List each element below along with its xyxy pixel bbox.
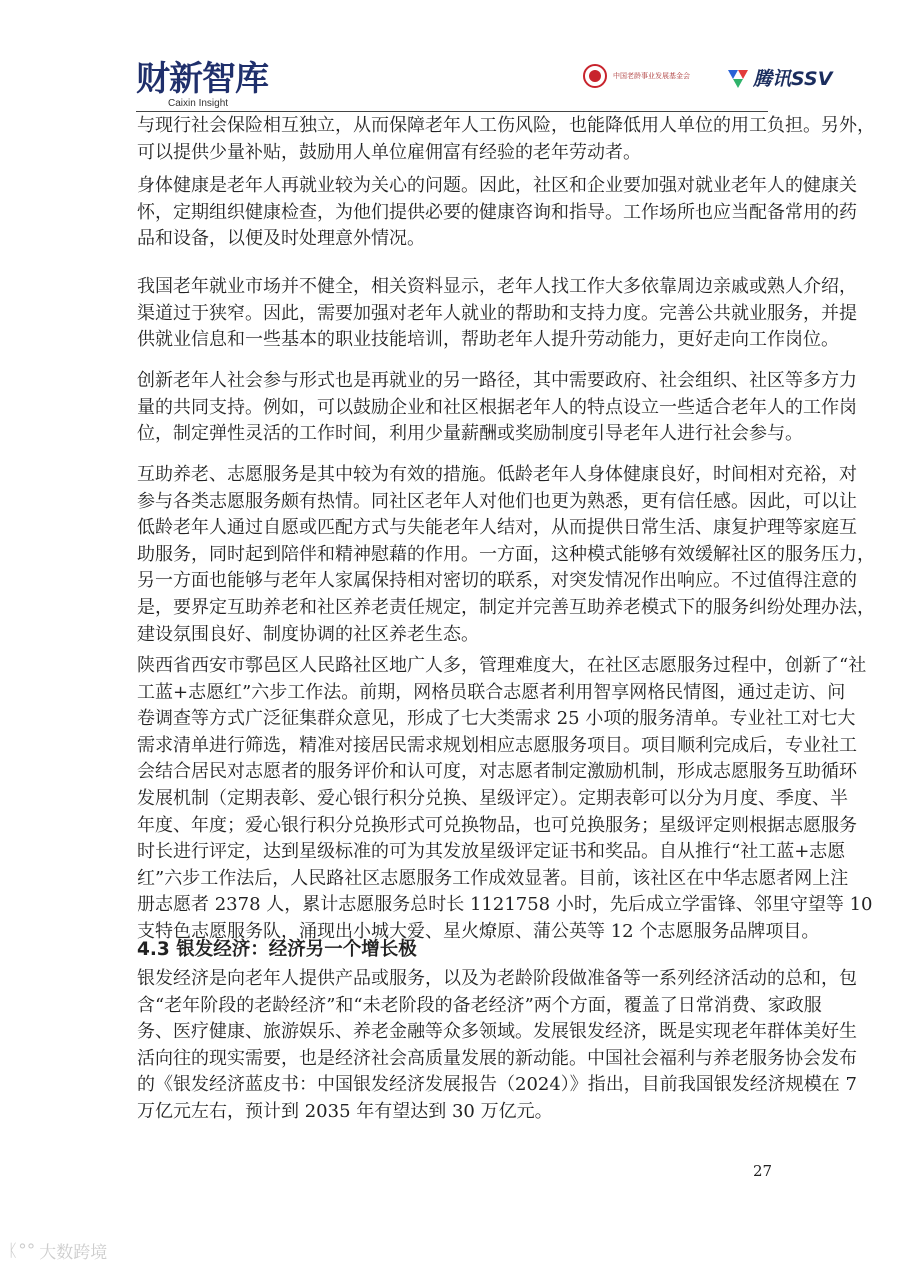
paragraph-line: 银发经济是向老年人提供产品或服务，以及为老龄阶段做准备等一系列经济活动的总和，包: [137, 968, 857, 989]
paragraph-line: 需求清单进行筛选，精准对接居民需求规划相应志愿服务项目。项目顺利完成后，专业社工: [137, 734, 857, 756]
paragraph-line: 助服务，同时起到陪伴和精神慰藉的作用。一方面，这种模式能够有效缓解社区的服务压力，: [137, 543, 875, 565]
watermark-text: 大数跨境: [39, 1243, 108, 1263]
tencent-ssv-logo: [727, 64, 832, 91]
paragraph-line: 渠道过于狭窄。因此，需要加强对老年人就业的帮助和支持力度。完善公共就业服务，并提: [137, 302, 857, 324]
paragraph-line: 互助养老、志愿服务是其中较为有效的措施。低龄老年人身体健康良好，时间相对充裕，对: [137, 464, 857, 485]
paragraph-line: 红”六步工作法后，人民路社区志愿服务工作成效显著。目前，该社区在中华志愿者网上注: [137, 867, 849, 889]
body-paragraph: [137, 966, 857, 1126]
paragraph-line: 参与各类志愿服务颇有热情。同社区老年人对他们也更为熟悉，更有信任感。因此，可以让: [137, 490, 857, 512]
body-paragraph: [137, 274, 857, 354]
paragraph-line: 品和设备，以便及时处理意外情况。: [137, 228, 425, 250]
page-number: 27: [753, 1162, 773, 1180]
body-paragraph: [137, 462, 875, 648]
paragraph-line: 的《银发经济蓝皮书：中国银发经济发展报告（2024）》指出，目前我国银发经济规模在 7: [137, 1074, 857, 1096]
paragraph-line: 可以提供少量补贴，鼓励用人单位雇佣富有经验的老年劳动者。: [137, 141, 641, 163]
paragraph-line: 低龄老年人通过自愿或匹配方式与失能老年人结对，从而提供日常生活、康复护理等家庭互: [137, 517, 857, 539]
body-paragraph: [137, 653, 873, 946]
paragraph-line: 册志愿者 2378 人，累计志愿服务总时长 1121758 小时，先后成立学雷锋、邻里守望等 10: [137, 894, 873, 916]
caixin-insight-logo: [136, 60, 268, 110]
partner-name: 中国老龄事业发展基金会: [613, 72, 690, 80]
watermark-logo-icon: ᛕ°°: [8, 1240, 36, 1261]
watermark: [8, 1238, 107, 1263]
paragraph-line: 年度、年度；爱心银行积分兑换形式可兑换物品，也可兑换服务；星级评定则根据志愿服务: [137, 814, 857, 836]
paragraph-line: 万亿元左右，预计到 2035 年有望达到 30 万亿元。: [137, 1100, 553, 1122]
header-divider: [136, 111, 768, 112]
paragraph-line: 时长进行评定，达到星级标准的可为其发放星级评定证书和奖品。自从推行“社工蓝+志愿: [137, 841, 846, 863]
body-paragraph: [137, 113, 875, 166]
paragraph-line: 建设氛围良好、制度协调的社区养老生态。: [137, 623, 479, 645]
paragraph-line: 是，要界定互助养老和社区养老责任规定，制定并完善互助养老模式下的服务纠纷处理办法，: [137, 596, 875, 618]
paragraph-line: 工蓝+志愿红”六步工作法。前期，网格员联合志愿者利用智享网格民情图，通过走访、问: [137, 681, 846, 703]
paragraph-line: 陕西省西安市鄠邑区人民路社区地广人多，管理难度大，在社区志愿服务过程中，创新了“社: [137, 655, 867, 676]
logo-chinese-text: 财新智库: [136, 59, 268, 99]
paragraph-line: 会结合居民对志愿者的服务评价和认可度，对志愿者制定激励机制，形成志愿服务互助循环: [137, 761, 857, 783]
paragraph-line: 我国老年就业市场并不健全，相关资料显示，老年人找工作大多依靠周边亲戚或熟人介绍，: [137, 276, 857, 297]
paragraph-line: 务、医疗健康、旅游娱乐、养老金融等众多领域。发展银发经济，既是实现老年群体美好生: [137, 1021, 857, 1043]
partner-logo: [583, 64, 690, 88]
foundation-seal-icon: [583, 64, 607, 88]
paragraph-line: 卷调查等方式广泛征集群众意见，形成了七大类需求 25 小项的服务清单。专业社工对七大: [137, 708, 856, 730]
body-paragraph: [137, 368, 857, 448]
paragraph-line: 位，制定弹性灵活的工作时间，利用少量薪酬或奖励制度引导老年人进行社会参与。: [137, 423, 803, 445]
paragraph-line: 身体健康是老年人再就业较为关心的问题。因此，社区和企业要加强对就业老年人的健康关: [137, 175, 857, 196]
paragraph-line: 量的共同支持。例如，可以鼓励企业和社区根据老年人的特点设立一些适合老年人的工作岗: [137, 396, 857, 418]
paragraph-line: 创新老年人社会参与形式也是再就业的另一路径，其中需要政府、社会组织、社区等多方力: [137, 370, 857, 391]
paragraph-line: 发展机制（定期表彰、爱心银行积分兑换、星级评定）。定期表彰可以分为月度、季度、半: [137, 787, 848, 809]
tencent-ssv-name: 腾讯SSV: [753, 68, 833, 90]
section-heading: 4.3 银发经济：经济另一个增长极: [137, 939, 417, 960]
logo-english-text: Caixin Insight: [168, 98, 229, 109]
paragraph-line: 供就业信息和一些基本的职业技能培训，帮助老年人提升劳动能力，更好走向工作岗位。: [137, 329, 839, 351]
paragraph-line: 含“老年阶段的老龄经济”和“未老阶段的备老经济”两个方面，覆盖了日常消费、家政服: [137, 994, 822, 1016]
paragraph-line: 与现行社会保险相互独立，从而保障老年人工伤风险，也能降低用人单位的用工负担。另外，: [137, 115, 875, 136]
body-paragraph: [137, 173, 857, 253]
tencent-ssv-icon: [727, 67, 749, 89]
paragraph-line: 怀，定期组织健康检查，为他们提供必要的健康咨询和指导。工作场所也应当配备常用的药: [137, 201, 857, 223]
paragraph-line: 另一方面也能够与老年人家属保持相对密切的联系，对突发情况作出响应。不过值得注意的: [137, 570, 857, 592]
paragraph-line: 活向往的现实需要，也是经济社会高质量发展的新动能。中国社会福利与养老服务协会发布: [137, 1047, 857, 1069]
paragraph-line: 支特色志愿服务队，涌现出小城大爱、星火燎原、蒲公英等 12 个志愿服务品牌项目。: [137, 920, 820, 942]
